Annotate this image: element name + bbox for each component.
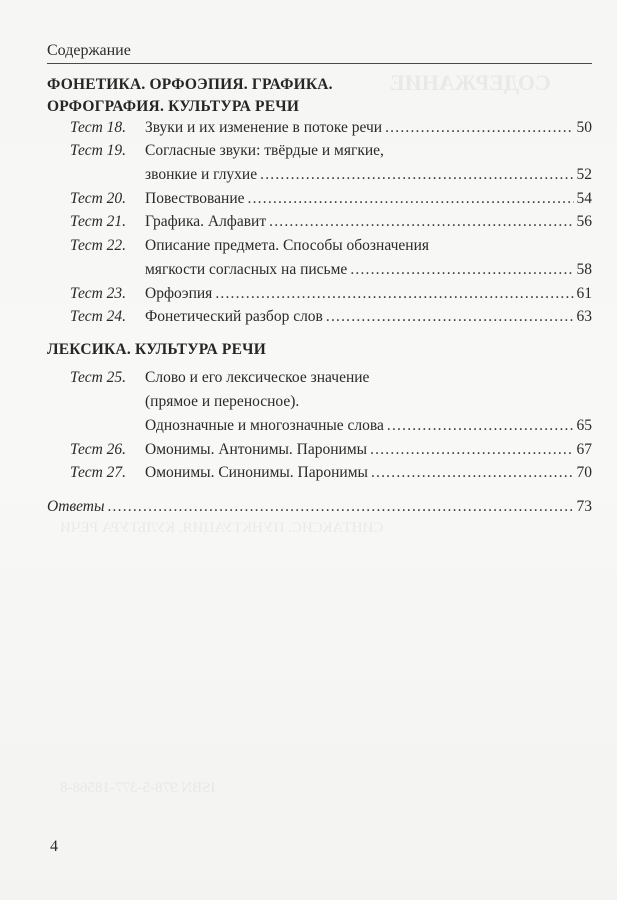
page-ref: 50: [576, 119, 592, 136]
test-label: Тест 24.: [70, 308, 127, 325]
leader-dots: [248, 188, 574, 210]
entry-title: звонкие и глухие: [145, 166, 258, 183]
test-label: Тест 21.: [70, 213, 127, 230]
section-title-line: ЛЕКСИКА. КУЛЬТУРА РЕЧИ: [47, 341, 266, 358]
page-ref: 61: [576, 285, 592, 302]
running-head: Содержание: [47, 42, 131, 59]
header-rule: [47, 63, 592, 64]
entry-title: Фонетический разбор слов: [145, 308, 323, 325]
leader-dots: [215, 283, 573, 305]
page-ref: 70: [576, 464, 592, 481]
leader-dots: [387, 415, 574, 437]
page-ref: 54: [576, 190, 592, 207]
entry-title: Орфоэпия: [145, 285, 213, 302]
entry-title: Описание предмета. Способы обозначения: [145, 237, 429, 254]
test-label: Тест 26.: [70, 441, 127, 458]
test-label: Тест 19.: [70, 142, 127, 159]
leader-dots: [350, 259, 573, 281]
bleed-through-text: ISBN 978-5-377-18568-8: [60, 780, 216, 796]
test-label: Тест 25.: [70, 369, 127, 386]
entry-title: Согласные звуки: твёрдые и мягкие,: [145, 142, 384, 159]
test-label: Тест 20.: [70, 190, 127, 207]
page-ref: 56: [576, 213, 592, 230]
entry-title: Звуки и их изменение в потоке речи: [145, 119, 383, 136]
leader-dots: [385, 117, 573, 139]
page-ref: 63: [576, 308, 592, 325]
entry-title: Слово и его лексическое значение: [145, 369, 370, 386]
answers-label: Ответы: [47, 498, 105, 515]
test-label: Тест 23.: [70, 285, 127, 302]
entry-title: Омонимы. Антонимы. Паронимы: [145, 441, 368, 458]
page-ref: 67: [576, 441, 592, 458]
section-title-phonetics: [47, 74, 333, 118]
section-title-line: ОРФОГРАФИЯ. КУЛЬТУРА РЕЧИ: [47, 98, 300, 115]
entry-title: (прямое и переносное).: [145, 393, 300, 410]
bleed-through-text: СОДЕРЖАНИЕ: [390, 70, 551, 95]
test-label: Тест 27.: [70, 464, 127, 481]
leader-dots: [269, 211, 573, 233]
entry-title: Омонимы. Синонимы. Паронимы: [145, 464, 368, 481]
section-title-lexicon: [47, 339, 266, 361]
page-ref: 65: [576, 417, 592, 434]
test-label: Тест 18.: [70, 119, 127, 136]
bleed-through-text: СИНТАКСИС. ПУНКТУАЦИЯ. КУЛЬТУРА РЕЧИ: [60, 520, 384, 536]
page-ref: 52: [576, 166, 592, 183]
leader-dots: [326, 306, 574, 328]
section-title-line: ФОНЕТИКА. ОРФОЭПИЯ. ГРАФИКА.: [47, 76, 333, 93]
leader-dots: [260, 164, 573, 186]
entry-title: Повествование: [145, 190, 245, 207]
entry-title: Графика. Алфавит: [145, 213, 267, 230]
page-number: 4: [50, 838, 58, 855]
page-ref: 58: [576, 261, 592, 278]
test-label: Тест 22.: [70, 237, 127, 254]
entry-title: Однозначные и многозначные слова: [145, 417, 384, 434]
leader-dots: [371, 462, 574, 484]
leader-dots: [370, 439, 573, 461]
leader-dots: [107, 496, 573, 518]
page-ref: 73: [576, 498, 592, 515]
toc-entry-answers[interactable]: [47, 496, 592, 518]
entry-title: мягкости согласных на письме: [145, 261, 348, 278]
